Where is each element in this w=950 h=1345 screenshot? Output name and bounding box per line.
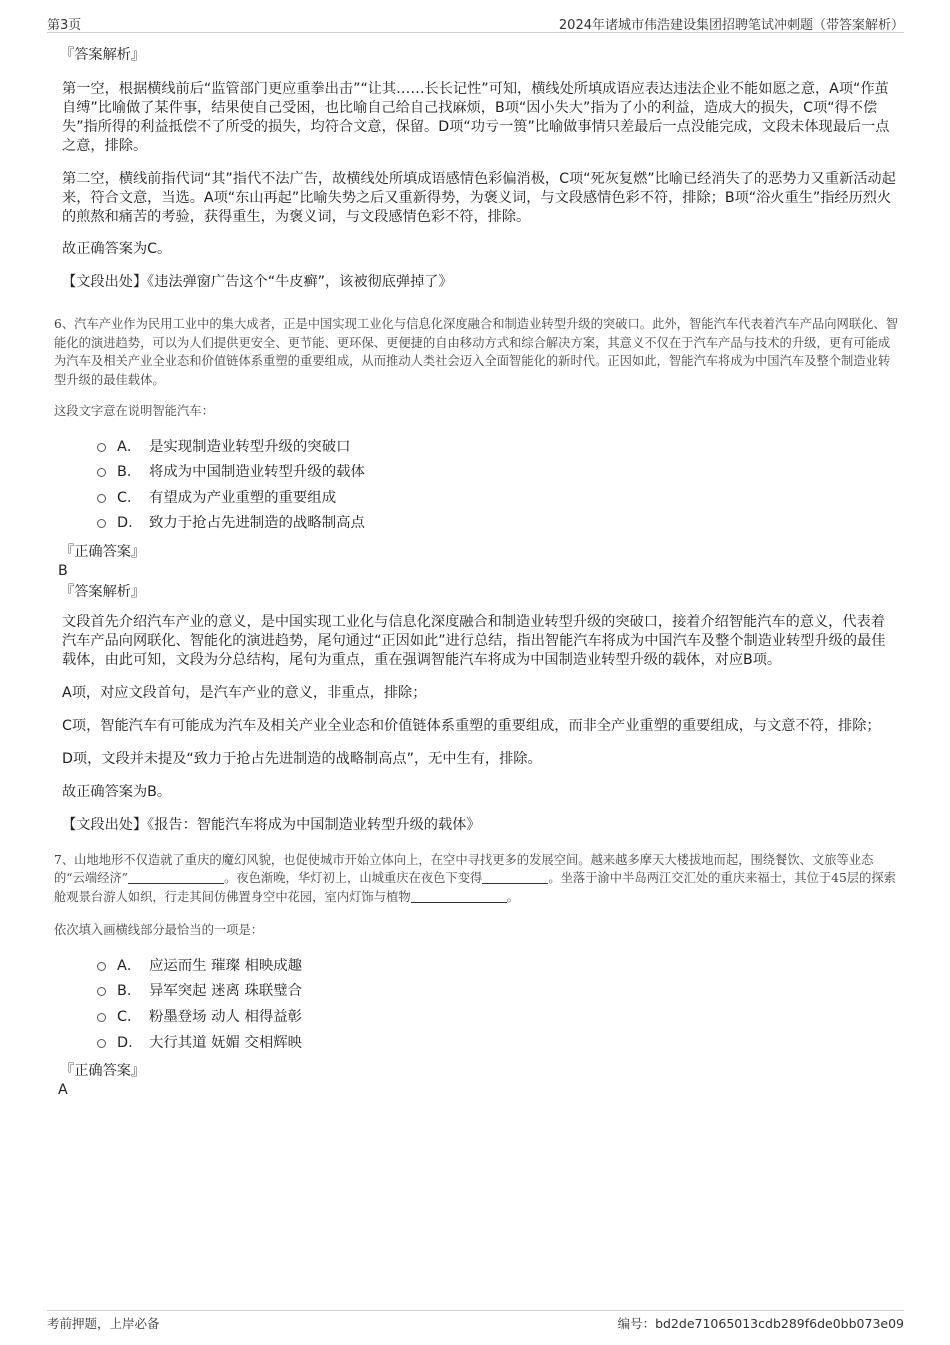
q7-answer-label: 『正确答案』	[60, 1063, 146, 1080]
q7-answer: A	[58, 1082, 68, 1099]
q7-option-a[interactable]: A． 应运而生 璀璨 相映成趣	[97, 954, 950, 980]
footer-slogan: 考前押题，上岸必备	[47, 1316, 160, 1331]
q7-blank-1	[128, 871, 224, 884]
q6-option-a[interactable]: A． 是实现制造业转型升级的突破口	[97, 435, 950, 461]
q6-analysis-p5: 故正确答案为B。	[62, 783, 172, 800]
header-divider	[47, 32, 904, 33]
q5-source: 【文段出处】《违法弹窗广告这个“牛皮癣”，该被彻底弹掉了》	[62, 274, 453, 290]
q7-option-c[interactable]: C． 粉墨登场 动人 相得益彰	[97, 1005, 950, 1031]
document-body	[0, 46, 950, 1099]
q6-prompt: 这段文字意在说明智能汽车：	[54, 404, 214, 418]
q7-blank-3	[411, 890, 507, 903]
footer-divider	[47, 1310, 904, 1311]
q6-answer: B	[58, 562, 68, 579]
q7-blank-2	[482, 871, 548, 884]
q6-analysis-p2: A项，对应文段首句，是汽车产业的意义，非重点，排除；	[62, 684, 427, 701]
radio-icon[interactable]	[97, 494, 106, 503]
q6-analysis-p3: C项，智能汽车有可能成为汽车及相关产业全业态和价值链体系重塑的重要组成，而非全产业重塑的重要组成，与文意不符，排除；	[62, 717, 881, 734]
radio-icon[interactable]	[97, 1013, 106, 1022]
document-title: 2024年诸城市伟浩建设集团招聘笔试冲刺题（带答案解析）	[558, 18, 904, 33]
page-footer	[47, 1314, 904, 1332]
q6-answer-label: 『正确答案』	[60, 543, 146, 560]
q6-analysis-p4: D项，文段并未提及“致力于抢占先进制造的战略制高点”，无中生有，排除。	[62, 750, 542, 767]
q7-options	[97, 954, 950, 1056]
q5-analysis-label: 『答案解析』	[60, 47, 146, 63]
radio-icon[interactable]	[97, 1039, 106, 1048]
q7-option-b[interactable]: B． 异军突起 迷离 珠联璧合	[97, 979, 950, 1005]
q6-analysis-p1: 文段首先介绍汽车产业的意义，是中国实现工业化与信息化深度融合和制造业转型升级的突破口，接着介绍智能汽车的意义，代表着汽车产品向网联化、智能化的演进趋势，尾句通过“正因如此”进行总结，指出智能汽车将成为中国汽车及整个制造业转型升级的最佳载体，由此可知，文段为分总结构，尾句为重点，重在强调智能汽车将成为中国制造业转型升级的载体，对应B项。	[62, 613, 886, 668]
q6-options	[97, 435, 950, 537]
q5-analysis-p2: 第二空，横线前指代词“其”指代不法广告，故横线处所填成语感情色彩偏消极，C项“死灰复燃”比喻已经消失了的恶势力又重新活动起来，符合文意，当选。A项“东山再起”比喻失势之后又重新得势，为褒义词，与文段感情色彩不符，排除；B项“浴火重生”指经历烈火的煎熬和痛苦的考验，获得重生，为褒义词，与文段感情色彩不符，排除。	[62, 171, 896, 225]
radio-icon[interactable]	[97, 443, 106, 452]
radio-icon[interactable]	[97, 962, 106, 971]
q6-option-b[interactable]: B． 将成为中国制造业转型升级的载体	[97, 460, 950, 486]
q7-stem: 7、山地地形不仅造就了重庆的魔幻风貌，也促使城市开始立体向上，在空中寻找更多的发展空间。越来越多摩天大楼拔地而起，围绕餐饮、文旅等业态的“云端经济” 。夜色渐晚，华灯初上，山城重庆在夜色下变得 。坐落于渝中半岛两江交汇处的重庆来福士，其位于45层的探索舱观景台游人如织，行走其间仿佛置身空中花园，室内灯饰与植物 。	[54, 852, 896, 904]
q5-analysis-p3: 故正确答案为C。	[62, 241, 172, 257]
radio-icon[interactable]	[97, 519, 106, 528]
q6-source: 【文段出处】《报告：智能汽车将成为中国制造业转型升级的载体》	[62, 816, 481, 833]
q6-option-c[interactable]: C． 有望成为产业重塑的重要组成	[97, 486, 950, 512]
radio-icon[interactable]	[97, 987, 106, 996]
page-header	[47, 14, 904, 32]
q6-option-d[interactable]: D． 致力于抢占先进制造的战略制高点	[97, 511, 950, 537]
q6-stem: 6、汽车产业作为民用工业中的集大成者，正是中国实现工业化与信息化深度融合和制造业转型升级的突破口。此外，智能汽车代表着汽车产品向网联化、智能化的演进趋势，可以为人们提供更安全、更节能、更环保、更便捷的自由移动方式和综合解决方案，其意义不仅在于汽车产品与技术的升级，更有可能成为汽车及相关产业全业态和价值链体系重塑的重要组成，从而推动人类社会迈入全面智能化的新时代。正因如此，智能汽车将成为中国汽车及整个制造业转型升级的最佳载体。	[54, 317, 899, 387]
q7-option-d[interactable]: D． 大行其道 妩媚 交相辉映	[97, 1031, 950, 1057]
radio-icon[interactable]	[97, 468, 106, 477]
q5-analysis-p1: 第一空，根据横线前后“监管部门更应重拳出击”“让其……长长记性”可知，横线处所填成语应表达违法企业不能如愿之意，A项“作茧自缚”比喻做了某件事，结果使自己受困，也比喻自己给自己找麻烦，B项“因小失大”指为了小的利益，造成大的损失，C项“得不偿失”指所得的利益抵偿不了所受的损失，均符合文意，保留。D项“功亏一篑”比喻做事情只差最后一点没能完成，文段未体现最后一点之意，排除。	[62, 81, 890, 154]
q7-prompt: 依次填入画横线部分最恰当的一项是：	[54, 923, 264, 938]
q6-analysis-label: 『答案解析』	[60, 583, 146, 600]
page-number: 第3页	[47, 18, 82, 33]
document-id: 编号：bd2de71065013cdb289f6de0bb073e09	[617, 1316, 904, 1331]
